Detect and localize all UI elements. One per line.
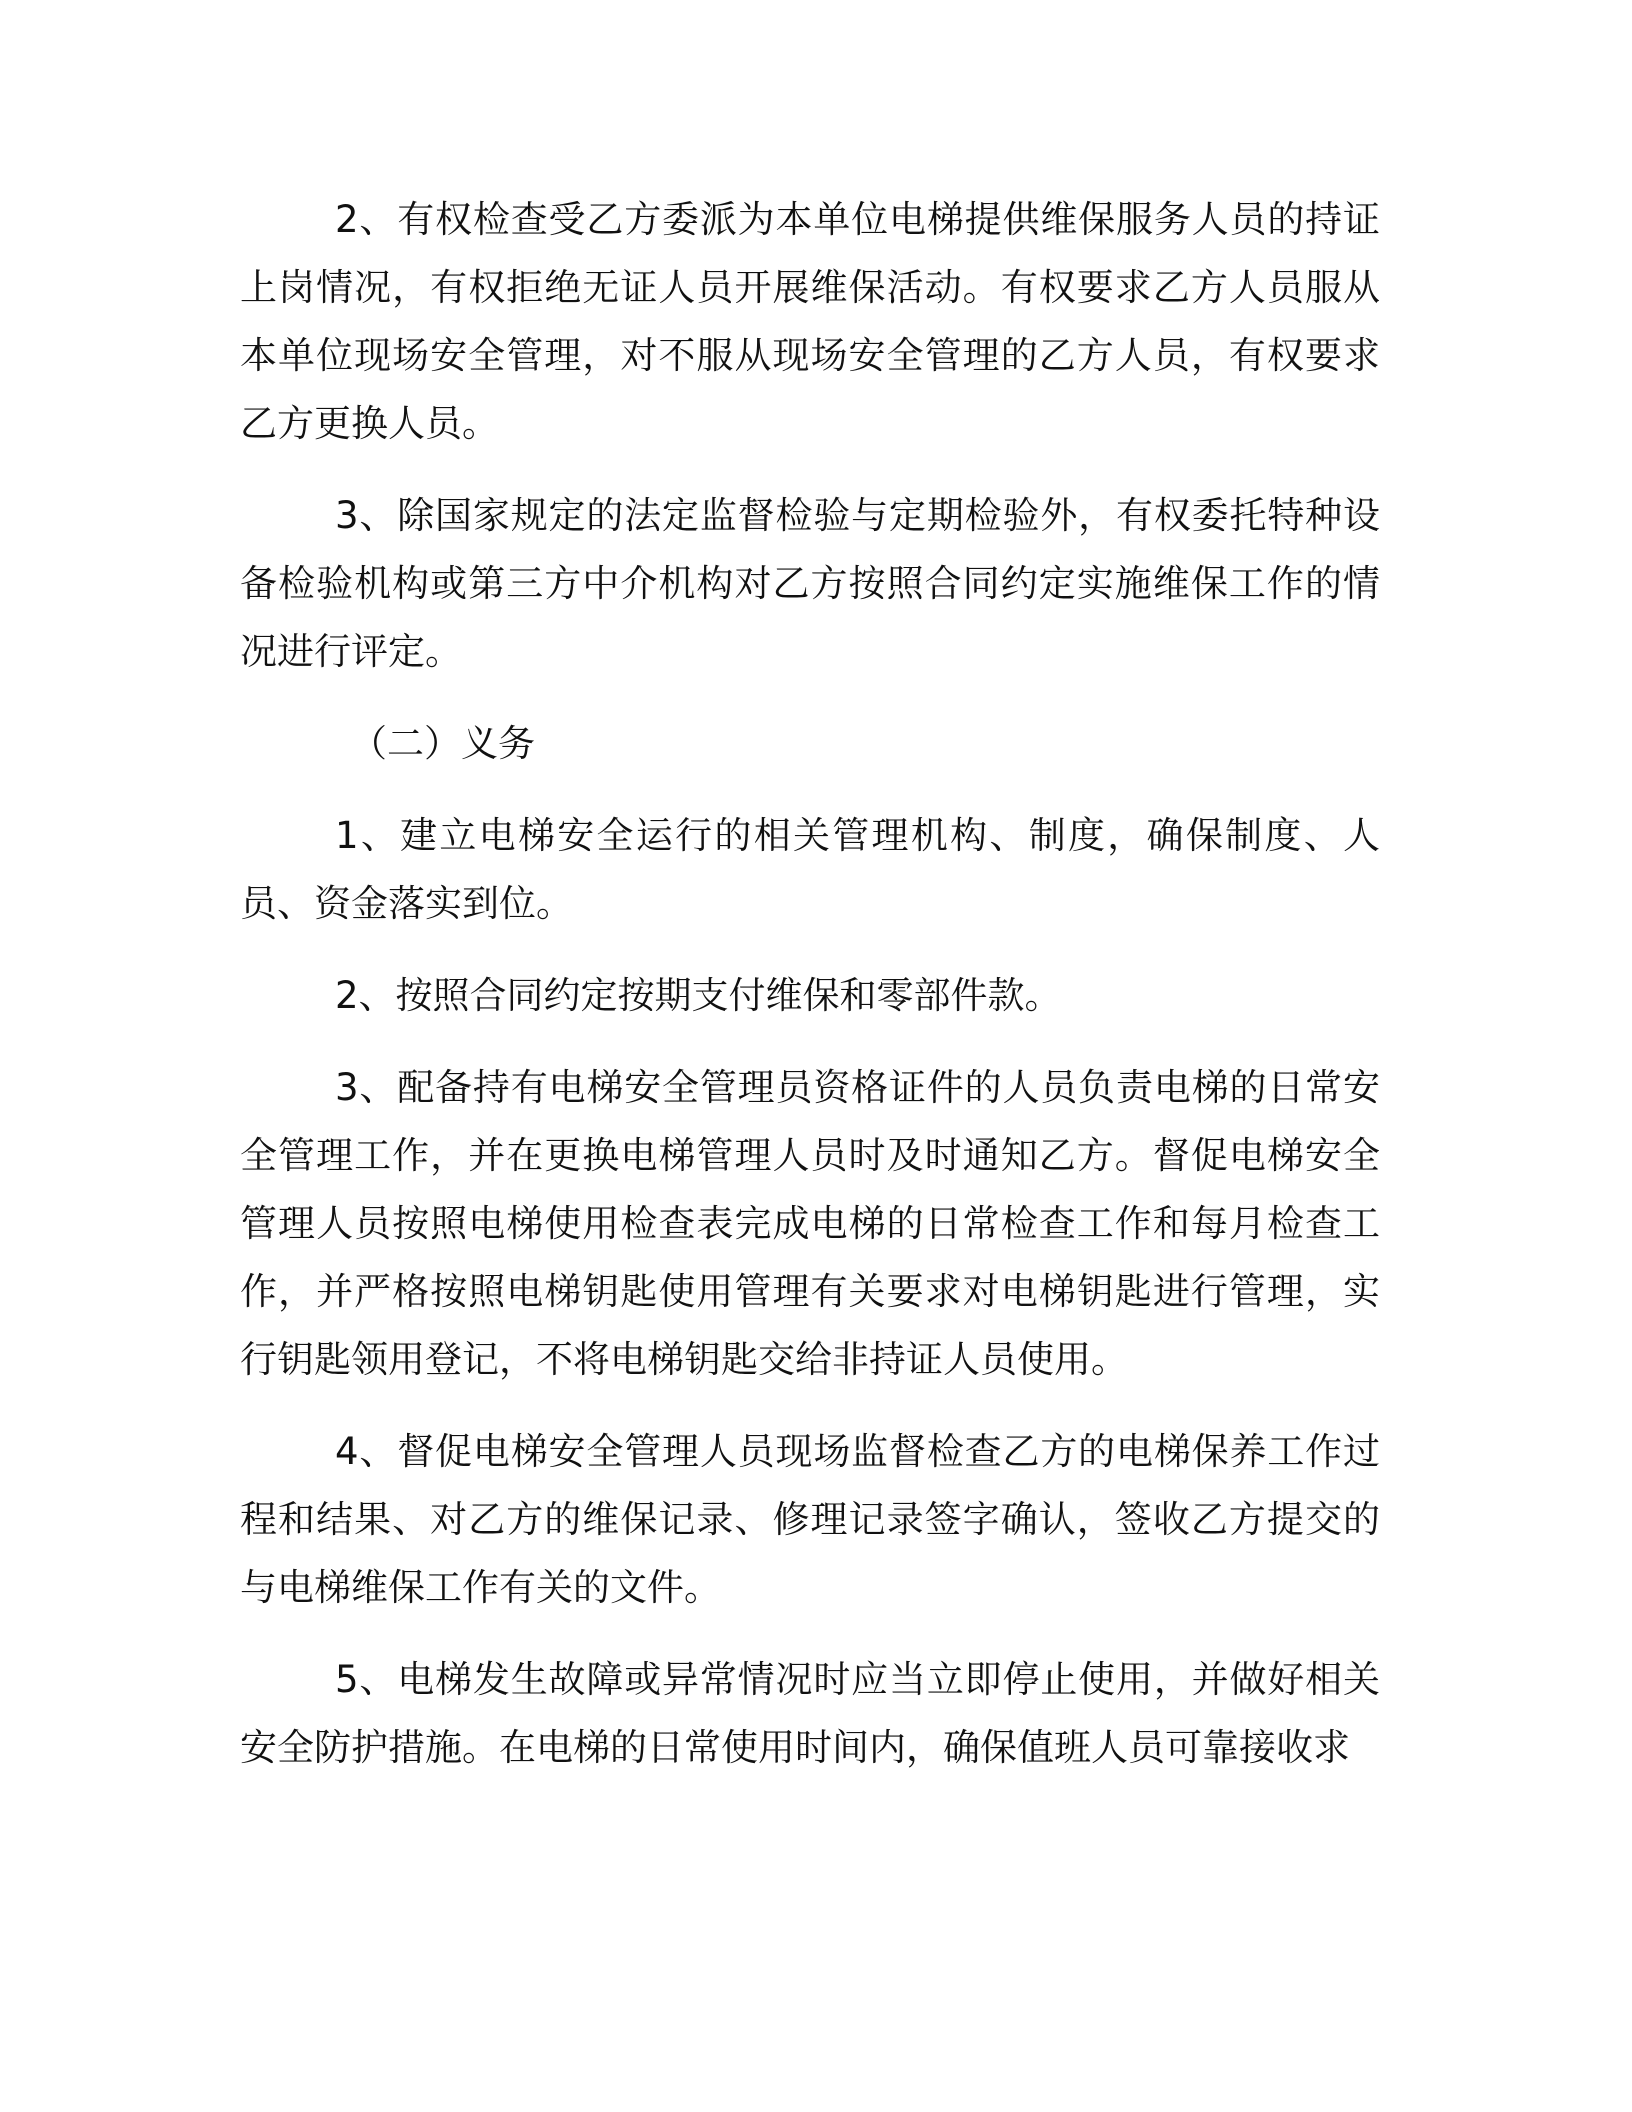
paragraph-obligation-1: 1、建立电梯安全运行的相关管理机构、制度，确保制度、人员、资金落实到位。 [240,814,1380,925]
document-body [240,186,1380,1806]
paragraph-right-2: 2、有权检查受乙方委派为本单位电梯提供维保服务人员的持证上岗情况，有权拒绝无证人员开展维保活动。有权要求乙方人员服从本单位现场安全管理，对不服从现场安全管理的乙方人员，有权要求乙方更换人员。 [240,198,1380,445]
paragraph-right-3: 3、除国家规定的法定监督检验与定期检验外，有权委托特种设备检验机构或第三方中介机构对乙方按照合同约定实施维保工作的情况进行评定。 [240,494,1380,673]
section-heading-obligations: （二）义务 [350,722,535,765]
paragraph-obligation-4: 4、督促电梯安全管理人员现场监督检查乙方的电梯保养工作过程和结果、对乙方的维保记录、修理记录签字确认，签收乙方提交的与电梯维保工作有关的文件。 [240,1430,1380,1609]
paragraph-obligation-5: 5、电梯发生故障或异常情况时应当立即停止使用，并做好相关安全防护措施。在电梯的日常使用时间内，确保值班人员可靠接收求 [240,1658,1380,1769]
paragraph-obligation-3: 3、配备持有电梯安全管理员资格证件的人员负责电梯的日常安全管理工作，并在更换电梯管理人员时及时通知乙方。督促电梯安全管理人员按照电梯使用检查表完成电梯的日常检查工作和每月检查工作，并严格按照电梯钥匙使用管理有关要求对电梯钥匙进行管理，实行钥匙领用登记，不将电梯钥匙交给非持证人员使用。 [240,1066,1380,1381]
paragraph-obligation-2: 2、按照合同约定按期支付维保和零部件款。 [335,974,1062,1017]
